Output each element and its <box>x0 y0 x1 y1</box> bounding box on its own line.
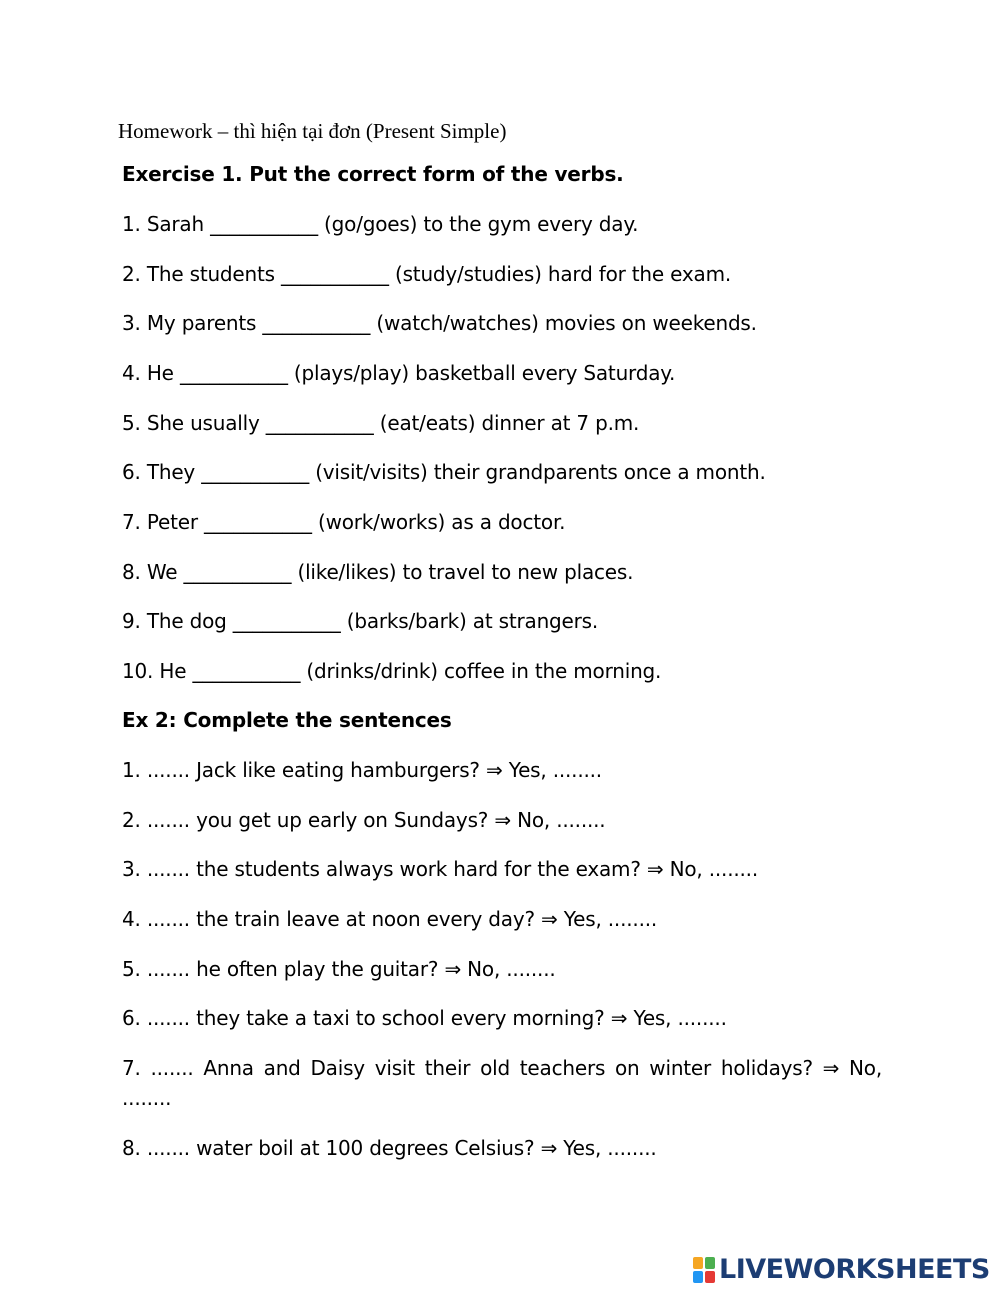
logo-mark-icon <box>693 1257 715 1283</box>
liveworksheets-logo <box>693 1255 990 1285</box>
exercise-2-item: 8. ....... water boil at 100 degrees Celsius? ⇒ Yes, ........ <box>122 1136 657 1160</box>
page-title: Homework – thì hiện tại đơn (Present Simple) <box>118 119 507 143</box>
exercise-1-item: 4. He ___________ (plays/play) basketball every Saturday. <box>122 361 676 385</box>
exercise-2-item: 3. ....... the students always work hard for the exam? ⇒ No, ........ <box>122 857 758 881</box>
exercise-1-item: 9. The dog ___________ (barks/bark) at strangers. <box>122 609 599 633</box>
exercise-1-item: 3. My parents ___________ (watch/watches) movies on weekends. <box>122 311 757 335</box>
exercise-2-item: 4. ....... the train leave at noon every day? ⇒ Yes, ........ <box>122 907 658 931</box>
exercise-1-item: 1. Sarah ___________ (go/goes) to the gym every day. <box>122 212 639 236</box>
exercise-2-heading: Ex 2: Complete the sentences <box>122 708 452 732</box>
exercise-1-item: 10. He ___________ (drinks/drink) coffee in the morning. <box>122 659 662 683</box>
exercise-2-item: 1. ....... Jack like eating hamburgers? ⇒ Yes, ........ <box>122 758 602 782</box>
exercise-1-item: 7. Peter ___________ (work/works) as a doctor. <box>122 510 566 534</box>
exercise-2-item: 5. ....... he often play the guitar? ⇒ No, ........ <box>122 957 556 981</box>
exercise-1-item: 6. They ___________ (visit/visits) their grandparents once a month. <box>122 460 766 484</box>
exercise-1-heading: Exercise 1. Put the correct form of the verbs. <box>122 162 624 186</box>
logo-text: LIVEWORKSHEETS <box>719 1254 990 1285</box>
exercise-1-item: 5. She usually ___________ (eat/eats) dinner at 7 p.m. <box>122 411 640 435</box>
exercise-2-item: 7. ....... Anna and Daisy visit their old teachers on winter holidays? ⇒ No, ........ <box>122 1056 882 1110</box>
exercise-2-item: 2. ....... you get up early on Sundays? ⇒ No, ........ <box>122 808 606 832</box>
exercise-1-item: 2. The students ___________ (study/studies) hard for the exam. <box>122 262 732 286</box>
exercise-1-item: 8. We ___________ (like/likes) to travel to new places. <box>122 560 634 584</box>
exercise-2-item: 6. ....... they take a taxi to school every morning? ⇒ Yes, ........ <box>122 1006 727 1030</box>
